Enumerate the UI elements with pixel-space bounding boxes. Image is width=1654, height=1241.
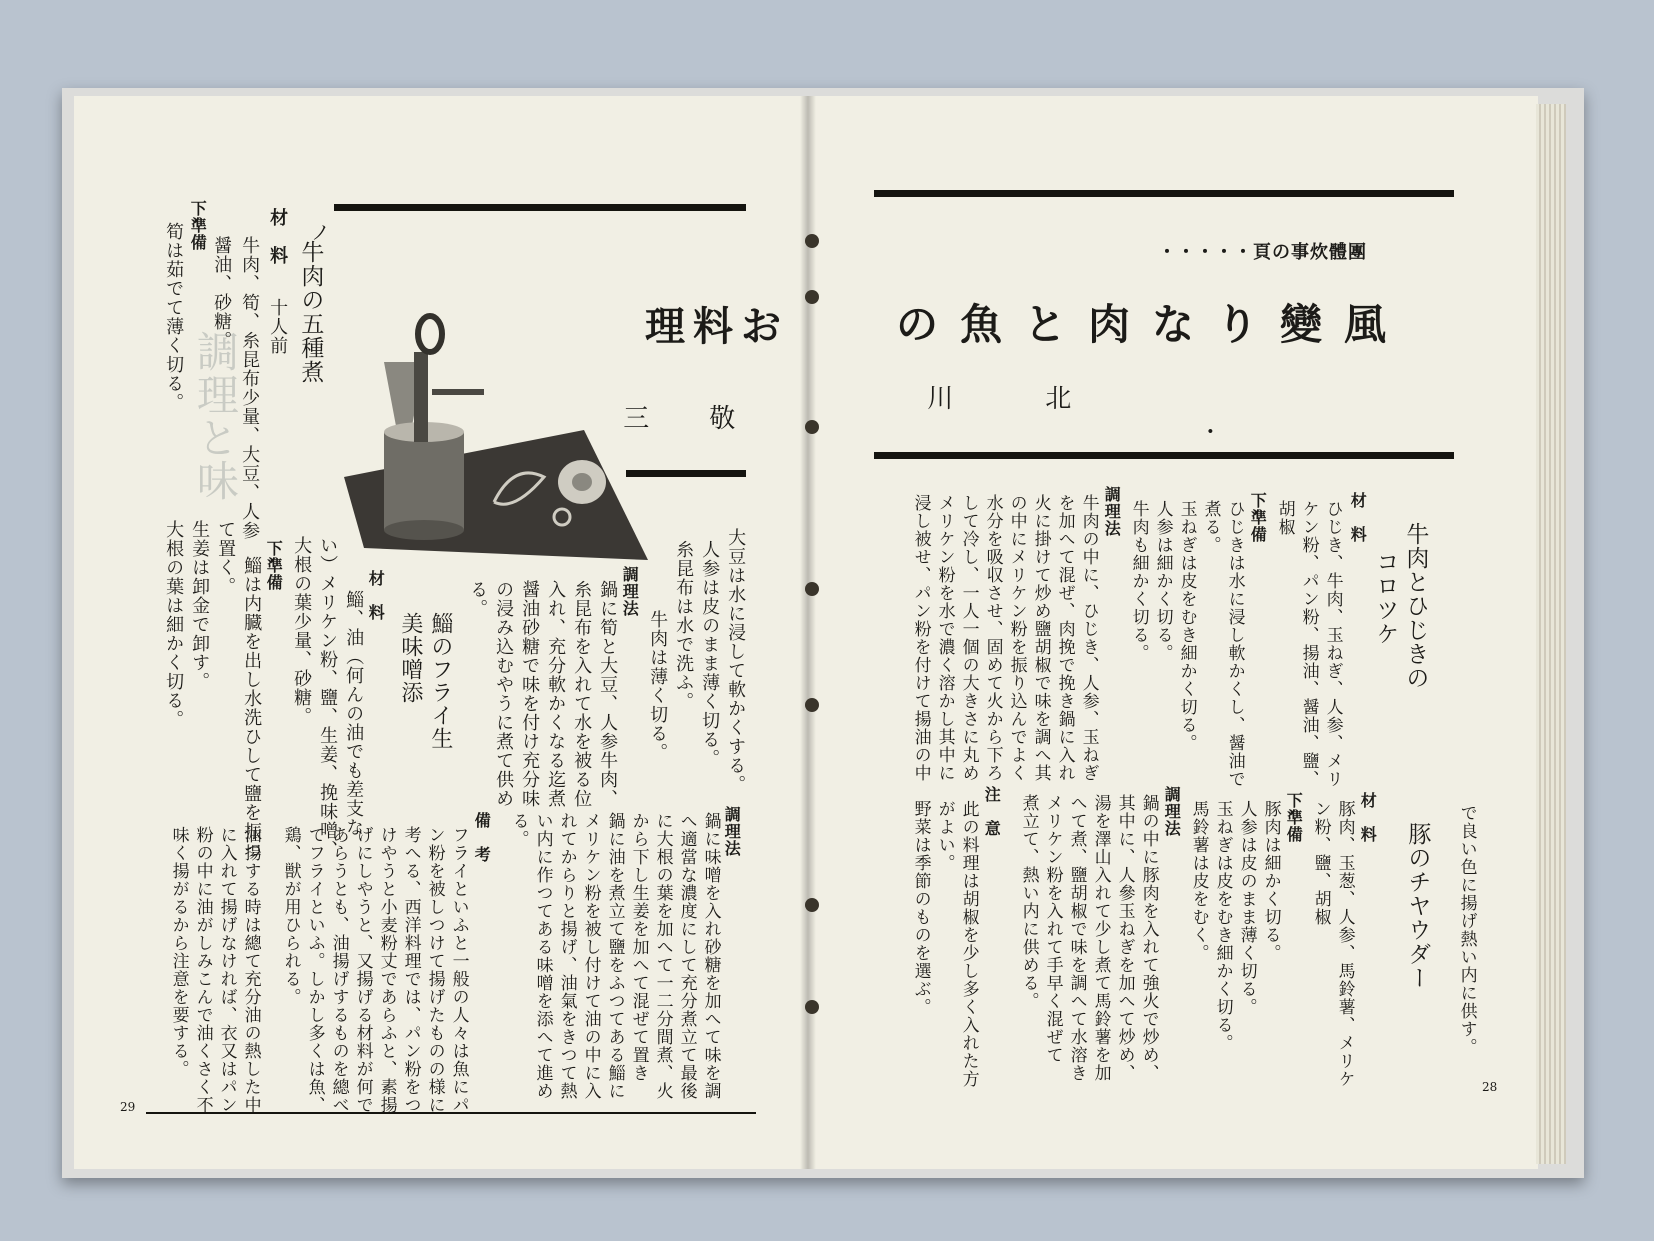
caution-line: 野菜は季節のものを選ぶ。 xyxy=(910,800,931,1016)
title-rule-top xyxy=(334,204,746,211)
ingredients-line: 豚肉、玉葱、人参、馬鈴薯、メリケ xyxy=(1334,800,1355,1088)
method-line: 湯を澤山入れて少し煮て馬鈴薯を加 xyxy=(1090,794,1111,1082)
note-line: 味く揚がるから注意を要する。 xyxy=(168,826,189,1078)
method-line: 水分を吸収させ、固めて火から下ろ xyxy=(982,494,1003,782)
author-dot: ・ xyxy=(1195,420,1221,443)
binding-hole xyxy=(805,698,819,712)
ingredients-line: ケン粉、パン粉、揚油、醤油、鹽、 xyxy=(1298,500,1319,788)
title-rule-top xyxy=(874,190,1454,197)
prep-line: ひじきは水に浸し軟かくし、醤油で xyxy=(1224,500,1245,788)
prep-label: 下準備 xyxy=(1284,792,1304,843)
method-line: 醤油砂糖で味を付け充分味 xyxy=(519,580,541,808)
note-line: けやうと小麦粉丈であらふと、素揚 xyxy=(376,826,397,1114)
method-line: 鍋の中に豚肉を入れて強火で炒め、 xyxy=(1138,794,1159,1082)
method-line: 鍋に油を煮立て鹽をふつてある鯔に xyxy=(604,812,625,1100)
recipe-title-chowder: 豚のチヤウダー xyxy=(1404,822,1431,990)
checkmark: ノ xyxy=(307,222,331,243)
method-line: 牛肉の中に、ひじき、人参、玉ねぎ xyxy=(1078,494,1099,782)
note-line: 鶏、獣が用ひられる。 xyxy=(280,826,301,1006)
prep-line: 玉ねぎは皮をむき細かく切る。 xyxy=(1212,800,1233,1052)
method-line: る。 xyxy=(467,580,489,618)
ingredients-label: 材 料 xyxy=(366,570,386,621)
ingredients-line: 十人前 xyxy=(267,298,289,355)
prep-label: 下準備 xyxy=(188,200,208,251)
binding-hole xyxy=(805,898,819,912)
page-number: 29 xyxy=(120,1100,136,1114)
binding-hole xyxy=(805,234,819,248)
method-line: 其中に、人參玉ねぎを加へて炒め、 xyxy=(1114,794,1135,1082)
caution-line: 此の料理は胡椒を少し多く入れた方 xyxy=(958,800,979,1088)
prep-line: て置く。 xyxy=(215,520,237,596)
method-line: の中にメリケン粉を振り込んでよく xyxy=(1006,494,1027,782)
caution-label: 注 意 xyxy=(982,786,1002,837)
note-line: げにしやうと、又揚げる材料が何で xyxy=(352,826,373,1114)
note-line: に入れて揚げなければ、衣又はパン xyxy=(216,826,237,1114)
binding-hole xyxy=(805,582,819,596)
recipe-title-gyuniku: 牛肉の五種煮 xyxy=(297,240,324,384)
prep-line: 生姜は卸金で卸す。 xyxy=(189,520,211,691)
method-line: の浸み込むやうに煮て供め xyxy=(493,580,515,808)
ingredients-line: い）メリケン粉、鹽、生姜、挽味噌、 xyxy=(317,536,339,859)
prep-line: 牛肉も細かく切る。 xyxy=(1128,500,1149,662)
method-line: を加へて混ぜ、肉挽で挽き鍋に入れ xyxy=(1054,494,1075,782)
ingredients-label: 材 料 xyxy=(1348,492,1368,543)
note-line: 粉の中に油がしみこんで油くさく不 xyxy=(192,826,213,1114)
continued-line: で良い色に揚げ熱い内に供す。 xyxy=(1456,804,1477,1056)
method-line: い内に作つてある味噌を添へて進め xyxy=(532,812,553,1100)
page-number: 28 xyxy=(1482,1080,1498,1094)
ingredients-line: 醤油、砂糖。 xyxy=(211,236,233,350)
prep-line: 大豆は水に浸して軟かくする。 xyxy=(725,528,747,794)
ingredients-line: 牛肉、筍、糸昆布少量、大豆、人参 xyxy=(239,236,261,540)
note-line: フライといふと一般の人々は魚にパ xyxy=(448,826,469,1114)
note-line: ン粉を被しつけて揚げたものの様に xyxy=(424,826,445,1114)
prep-line: 筍は茹でて薄く切る。 xyxy=(163,222,185,412)
method-label: 調理法 xyxy=(722,806,742,857)
method-line: 鍋に味噌を入れ砂糖を加へて味を調 xyxy=(700,812,721,1100)
author-first: 川 xyxy=(922,384,953,411)
recipe-title-bora-sub: 美味噌添 xyxy=(397,612,423,704)
page-edges xyxy=(1536,104,1566,1164)
recipe-title-croquette: 牛肉とひじきの xyxy=(1402,522,1429,690)
method-label: 調理法 xyxy=(620,566,640,617)
prep-line: 馬鈴薯は皮をむく。 xyxy=(1188,800,1209,962)
prep-line: 人参は細かく切る。 xyxy=(1152,500,1173,662)
method-label: 調理法 xyxy=(1162,786,1182,837)
page-title: 風變りな肉と魚の xyxy=(896,300,1409,349)
method-line: に大根の葉を加へて一二分間煮、火 xyxy=(652,812,673,1100)
prep-line: 牛肉は薄く切る。 xyxy=(647,610,669,762)
page-title: お料理 xyxy=(645,303,789,350)
prep-line: 人参は皮のまま薄く切る。 xyxy=(1236,800,1257,1016)
bleed-through-text: 調理と味 xyxy=(190,330,240,502)
prep-line: 煮る。 xyxy=(1200,500,1221,554)
method-label: 調理法 xyxy=(1102,486,1122,537)
prep-line: 玉ねぎは皮をむき細かく切る。 xyxy=(1176,500,1197,752)
method-line: 煮立て、熱い内に供める。 xyxy=(1018,794,1039,1010)
prep-line: 豚肉は細かく切る。 xyxy=(1260,800,1281,962)
method-line: る。 xyxy=(508,812,529,848)
method-line: れてからりと揚げ、油氣をきつて熱 xyxy=(556,812,577,1100)
ingredients-label: 材 料 xyxy=(1358,792,1378,843)
author-first: 敬 xyxy=(704,404,735,431)
binding-hole xyxy=(805,290,819,304)
method-line: 鍋に筍と大豆、人参牛肉、 xyxy=(597,580,619,808)
method-line: から下し生姜を加へて混ぜて置き xyxy=(628,812,649,1082)
prep-line: 大根の葉は細かく切る。 xyxy=(163,520,185,729)
method-line: 入れ、充分軟かくなる迄煮 xyxy=(545,580,567,808)
ingredients-line: ン粉、鹽、胡椒 xyxy=(1310,800,1331,926)
note-label: 備 考 xyxy=(472,812,492,863)
title-rule-bottom xyxy=(874,452,1454,459)
recipe-title-bora: 鯔のフライ生 xyxy=(427,612,453,750)
method-line: メリケン粉を被し付けて油の中に入 xyxy=(580,812,601,1100)
series-label: 團體炊事の頁・・・・・ xyxy=(1158,242,1367,263)
ingredients-label: 材 料 xyxy=(267,208,289,265)
note-line: 油揚する時は總て充分油の熱した中 xyxy=(240,826,261,1114)
ingredients-line: 鯔、油（何んの油でも差支な xyxy=(343,590,365,837)
ingredients-line: 胡椒 xyxy=(1274,500,1295,536)
note-line: 考へる、西洋料理では、パン粉をつ xyxy=(400,826,421,1114)
prep-line: 人参は皮のまま薄く切る。 xyxy=(699,540,721,768)
author-last: 三 xyxy=(618,404,649,431)
note-line: あらうとも、油揚げするものを總べ xyxy=(328,826,349,1114)
prep-label: 下準備 xyxy=(264,540,284,591)
ingredients-line: ひじき、牛肉、玉ねぎ、人参、メリ xyxy=(1322,500,1343,788)
author-last: 北 xyxy=(1040,384,1071,411)
kitchen-utensils-photo xyxy=(344,312,648,562)
note-line: てフライといふ。しかし多くは魚、 xyxy=(304,826,325,1114)
method-line: 火に掛けて炒め鹽胡椒で味を調へ其 xyxy=(1030,494,1051,782)
binding-hole xyxy=(805,420,819,434)
prep-label: 下準備 xyxy=(1248,492,1268,543)
binding-hole xyxy=(805,1000,819,1014)
method-line: 浸し被せ、パン粉を付けて揚油の中 xyxy=(910,494,931,782)
method-line: メリケン粉を入れて手早く混ぜて xyxy=(1042,794,1063,1064)
method-line: へ適當な濃度にして充分煮立て最後 xyxy=(676,812,697,1100)
prep-line: 糸昆布は水で洗ふ。 xyxy=(673,540,695,711)
method-line: へて煮、鹽胡椒で味を調へて水溶き xyxy=(1066,794,1087,1082)
method-line: して冷し、一人一個の大きさに丸め xyxy=(958,494,979,782)
method-line: メリケン粉を水で濃く溶かし其中に xyxy=(934,494,955,782)
caution-line: がよい。 xyxy=(934,800,955,872)
ingredients-line: 大根の葉少量、砂糖。 xyxy=(291,536,313,726)
recipe-title-croquette-sub: コロツケ xyxy=(1372,550,1399,646)
method-line: 糸昆布を入れて水を被る位 xyxy=(571,580,593,808)
prep-line: 鯔は内臓を出し水洗ひして鹽を振つ xyxy=(241,556,263,860)
